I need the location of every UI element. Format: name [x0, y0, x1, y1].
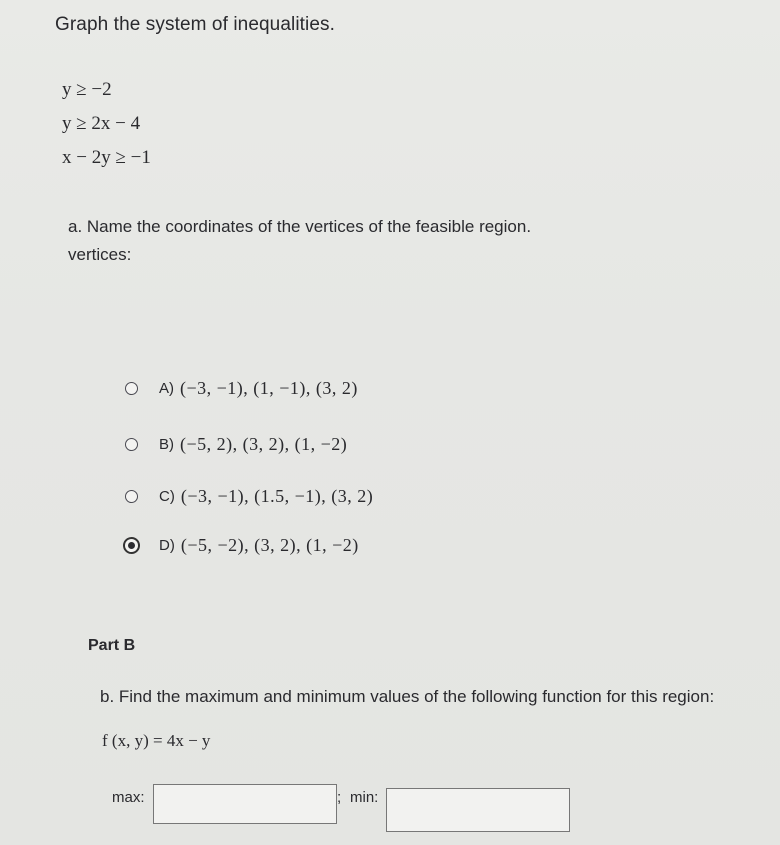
radio-button-selected[interactable]: [123, 537, 140, 554]
part-b-question: b. Find the maximum and minimum values of the following function for this region:: [100, 687, 715, 706]
choice-letter: B): [159, 435, 174, 453]
choice-text: (−3, −1), (1, −1), (3, 2): [180, 377, 358, 398]
choice-letter: D): [159, 536, 175, 554]
choice-letter: A): [159, 379, 174, 397]
choice-text: (−5, 2), (3, 2), (1, −2): [180, 433, 348, 454]
part-a-question: a. Name the coordinates of the vertices of the feasible region.: [68, 217, 532, 236]
inequality-2: y ≥ 2x − 4: [62, 113, 141, 134]
min-input[interactable]: [386, 788, 570, 832]
vertices-label: vertices:: [68, 245, 132, 264]
choice-text: (−3, −1), (1.5, −1), (3, 2): [180, 485, 374, 506]
choice-letter: C): [159, 487, 175, 505]
min-label: min:: [350, 789, 379, 806]
max-label: max:: [112, 789, 145, 806]
choice-d[interactable]: [125, 533, 359, 557]
question-title: Graph the system of inequalities.: [55, 14, 335, 35]
choice-b[interactable]: [125, 432, 347, 456]
choice-a[interactable]: [125, 376, 358, 400]
part-b-heading: Part B: [88, 637, 136, 654]
radio-button[interactable]: [125, 382, 138, 395]
choice-c[interactable]: [125, 484, 373, 508]
choice-text: (−5, −2), (3, 2), (1, −2): [180, 534, 359, 555]
objective-function: f (x, y) = 4x − y: [102, 731, 211, 750]
max-input[interactable]: [153, 784, 337, 824]
inequality-1: y ≥ −2: [62, 79, 112, 100]
separator: ;: [337, 789, 342, 806]
radio-button[interactable]: [125, 438, 138, 451]
radio-button[interactable]: [125, 490, 138, 503]
inequality-3: x − 2y ≥ −1: [62, 147, 151, 168]
